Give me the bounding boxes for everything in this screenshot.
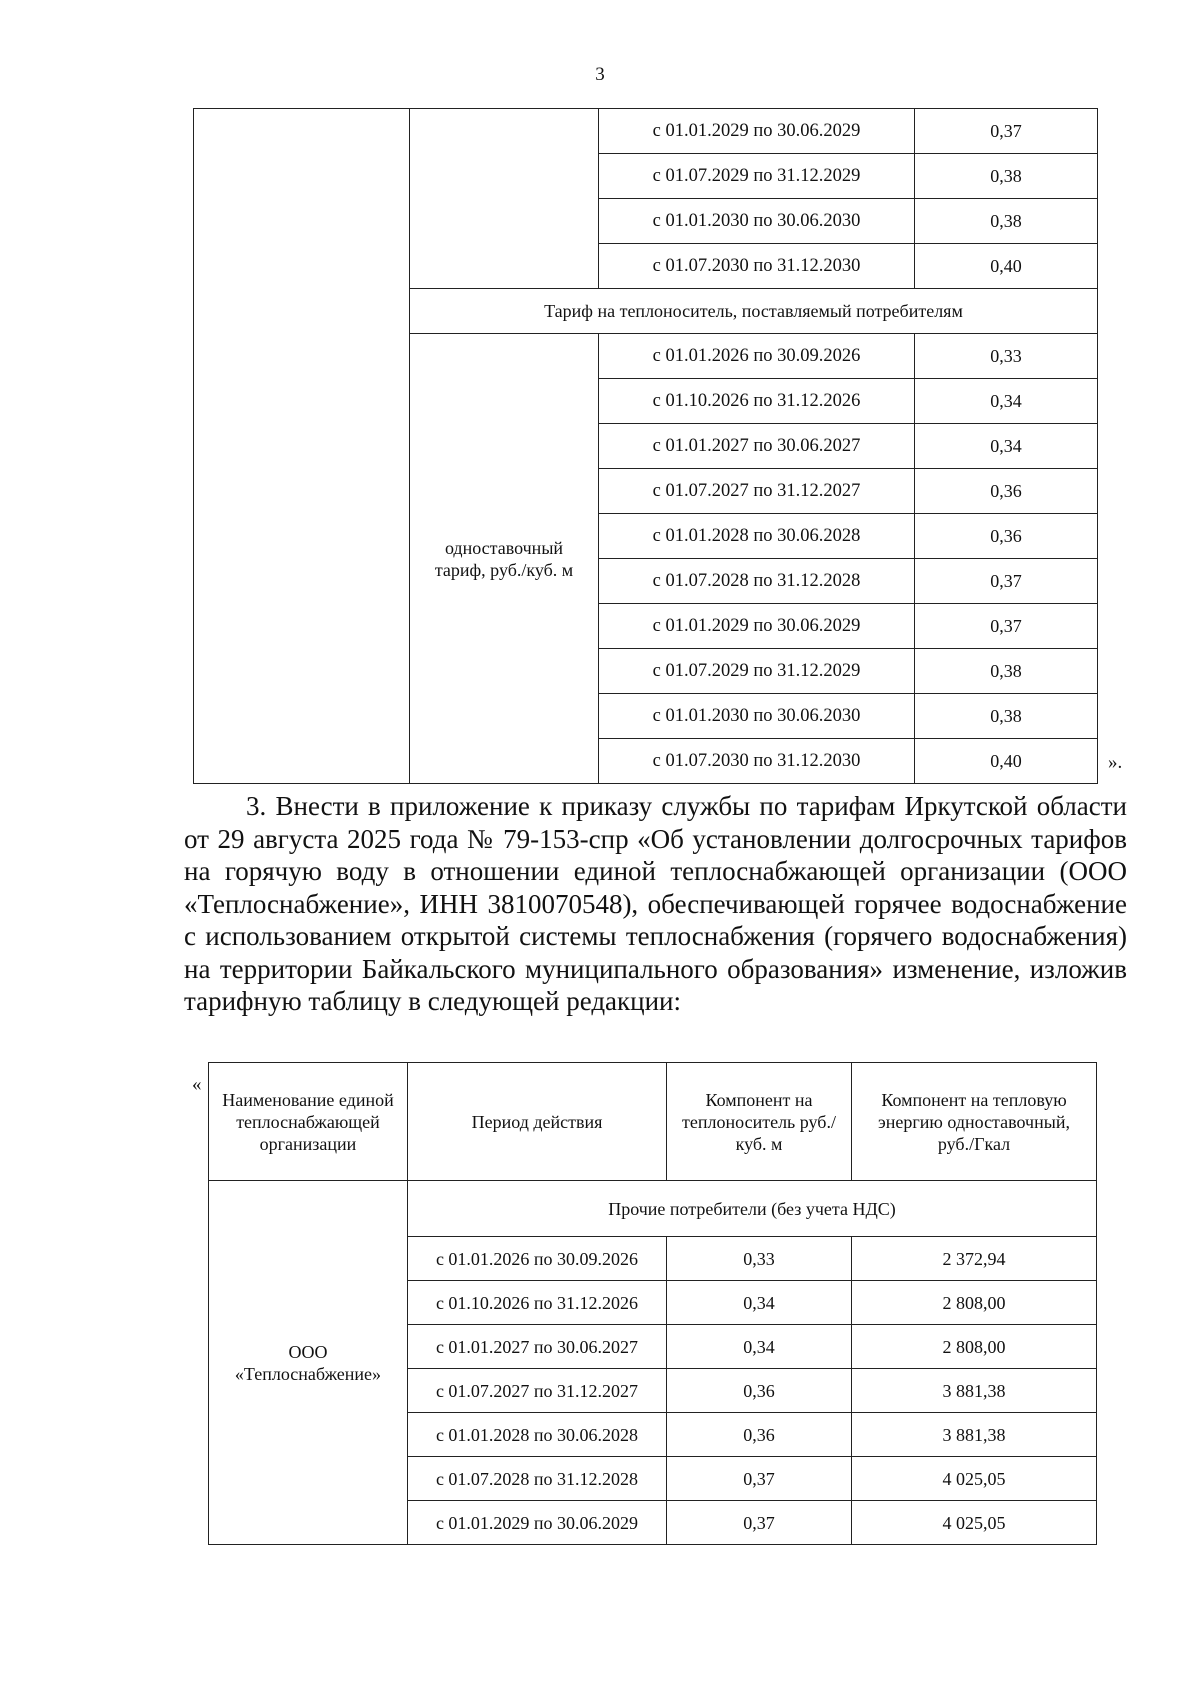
tariff-type-label: одноставочный тариф, руб./куб. м [410,334,599,784]
energy-cell: 4 025,05 [852,1457,1097,1501]
carrier-cell: 0,34 [667,1281,852,1325]
carrier-cell: 0,36 [667,1369,852,1413]
period-cell: с 01.01.2026 по 30.09.2026 [599,334,915,379]
value-cell: 0,34 [915,424,1098,469]
org-name-cell: ООО «Теплоснабжение» [209,1181,408,1545]
value-cell: 0,38 [915,154,1098,199]
carrier-cell: 0,36 [667,1413,852,1457]
closing-quote: ». [1108,752,1123,773]
header-carrier: Компонент на теплоноситель руб./куб. м [667,1063,852,1181]
tariff-type-cell-empty [410,109,599,289]
period-cell: с 01.10.2026 по 31.12.2026 [408,1281,667,1325]
header-period: Период действия [408,1063,667,1181]
period-cell: с 01.01.2026 по 30.09.2026 [408,1237,667,1281]
header-energy: Компонент на тепловую энергию одноставочный, руб./Гкал [852,1063,1097,1181]
period-cell: с 01.01.2027 по 30.06.2027 [599,424,915,469]
period-cell: с 01.01.2029 по 30.06.2029 [408,1501,667,1545]
value-cell: 0,37 [915,604,1098,649]
value-cell: 0,33 [915,334,1098,379]
period-cell: с 01.01.2029 по 30.06.2029 [599,109,915,154]
carrier-cell: 0,37 [667,1501,852,1545]
energy-cell: 3 881,38 [852,1413,1097,1457]
period-cell: с 01.07.2029 по 31.12.2029 [599,649,915,694]
header-org: Наименование единой теплоснабжающей организации [209,1063,408,1181]
period-cell: с 01.07.2028 по 31.12.2028 [599,559,915,604]
period-cell: с 01.01.2029 по 30.06.2029 [599,604,915,649]
period-cell: с 01.07.2029 по 31.12.2029 [599,154,915,199]
value-cell: 0,34 [915,379,1098,424]
value-cell: 0,38 [915,694,1098,739]
carrier-cell: 0,37 [667,1457,852,1501]
consumer-group-label: Прочие потребители (без учета НДС) [408,1181,1097,1237]
tariff-table-continuation [193,108,1098,784]
value-cell: 0,38 [915,649,1098,694]
carrier-cell: 0,34 [667,1325,852,1369]
period-cell: с 01.01.2030 по 30.06.2030 [599,199,915,244]
org-cell-empty [194,109,410,784]
value-cell: 0,38 [915,199,1098,244]
period-cell: с 01.10.2026 по 31.12.2026 [599,379,915,424]
period-cell: с 01.07.2030 по 31.12.2030 [599,244,915,289]
energy-cell: 4 025,05 [852,1501,1097,1545]
period-cell: с 01.07.2027 по 31.12.2027 [599,469,915,514]
section-heading: Тариф на теплоноситель, поставляемый потребителям [410,289,1098,334]
period-cell: с 01.01.2027 по 30.06.2027 [408,1325,667,1369]
tariff-table-new [208,1062,1097,1545]
period-cell: с 01.01.2030 по 30.06.2030 [599,694,915,739]
opening-quote: « [192,1074,202,1095]
period-cell: с 01.01.2028 по 30.06.2028 [408,1413,667,1457]
energy-cell: 3 881,38 [852,1369,1097,1413]
period-cell: с 01.07.2027 по 31.12.2027 [408,1369,667,1413]
period-cell: с 01.07.2030 по 31.12.2030 [599,739,915,784]
page-number: 3 [595,64,605,85]
carrier-cell: 0,33 [667,1237,852,1281]
period-cell: с 01.01.2028 по 30.06.2028 [599,514,915,559]
amendment-paragraph: 3. Внести в приложение к приказу службы по тарифам Иркутской области от 29 августа 2025 года № 79-153-спр «Об установлении долгосрочных тарифов на горячую воду в отношении единой теплоснабжающей организации (ООО «Теплоснабжение», ИНН 3810070548), обеспечивающей горячее водоснабжение с использованием открытой системы теплоснабжения (горячего водоснабжения) на территории Байкальского муниципального образования» изменение, изложив тарифную таблицу в следующей редакции: [184,791,1127,1016]
period-cell: с 01.07.2028 по 31.12.2028 [408,1457,667,1501]
value-cell: 0,40 [915,739,1098,784]
energy-cell: 2 372,94 [852,1237,1097,1281]
value-cell: 0,37 [915,109,1098,154]
value-cell: 0,40 [915,244,1098,289]
value-cell: 0,36 [915,514,1098,559]
value-cell: 0,36 [915,469,1098,514]
energy-cell: 2 808,00 [852,1281,1097,1325]
energy-cell: 2 808,00 [852,1325,1097,1369]
value-cell: 0,37 [915,559,1098,604]
